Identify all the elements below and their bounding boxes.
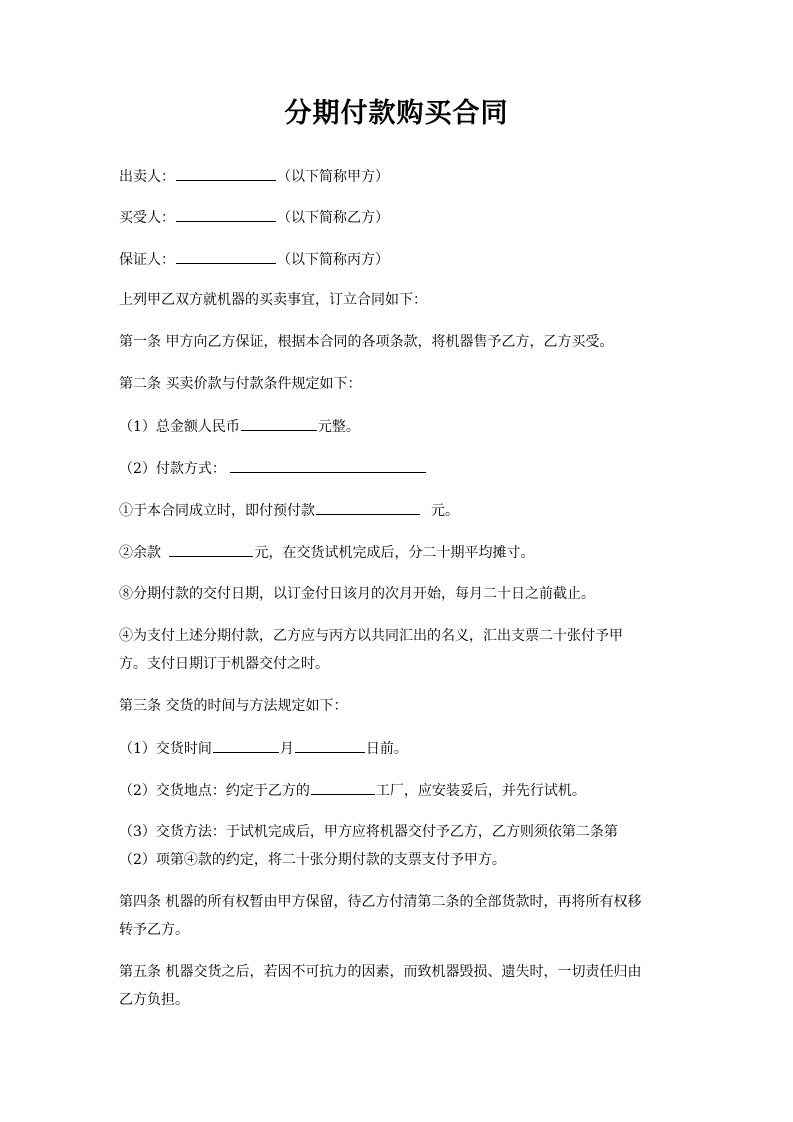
article-1: 第一条 甲方向乙方保证，根据本合同的各项条款，将机器售予乙方，乙方买受。	[119, 334, 614, 350]
article-2-sub-4	[119, 626, 679, 675]
document-title: 分期付款购买合同	[284, 98, 509, 129]
seller-blank	[176, 166, 276, 181]
article-3-item-3-line-1: （3）交货方法：于试机完成后，甲方应将机器交付予乙方，乙方则须依第二条第	[119, 824, 618, 840]
article-2-item-2-text: （2）付款方式：	[119, 461, 226, 477]
article-3-item-1-text: （1）交货时间	[119, 741, 212, 757]
guarantor-note: （以下简称丙方）	[277, 252, 389, 268]
article-2-sub-2-text: ②余款	[119, 545, 166, 561]
seller-line	[119, 166, 679, 188]
article-4	[119, 892, 679, 941]
buyer-line	[119, 207, 679, 229]
article-2-sub-1-suffix: 元。	[431, 503, 459, 519]
article-2-sub-4-line-1: ④为支付上述分期付款，乙方应与丙方以共同汇出的名义，汇出支票二十张付予甲	[119, 628, 623, 644]
total-amount-blank	[241, 416, 317, 431]
guarantor-blank	[176, 249, 276, 264]
guarantor-label: 保证人：	[119, 252, 175, 268]
article-3-item-2-text: （2）交货地点：约定于乙方的	[119, 783, 310, 799]
article-3-heading: 第三条 交货的时间与方法规定如下：	[119, 698, 348, 714]
delivery-place-blank	[311, 780, 375, 795]
article-2-sub-3: ⑧分期付款的交付日期，以订金付日该月的次月开始，每月二十日之前截止。	[119, 586, 595, 602]
seller-note: （以下简称甲方）	[277, 169, 389, 185]
article-2-item-2	[119, 458, 679, 480]
guarantor-line	[119, 249, 679, 271]
article-2-item-1-text: （1）总金额人民币	[119, 419, 240, 435]
seller-label: 出卖人：	[119, 169, 175, 185]
article-2-sub-2	[119, 542, 679, 564]
article-2-sub-1-text: ①于本合同成立时，即付预付款	[119, 503, 315, 519]
article-2-item-1-suffix: 元整。	[317, 419, 360, 435]
intro-paragraph: 上列甲乙双方就机器的买卖事宜，订立合同如下：	[119, 292, 427, 308]
article-2-sub-4-line-2: 方。支付日期订于机器交付之时。	[119, 656, 329, 672]
article-3-item-2-suffix: 工厂，应安装妥后，并先行试机。	[375, 783, 586, 799]
article-3-item-3	[119, 822, 679, 871]
delivery-day-blank	[295, 738, 365, 753]
article-3-item-1	[119, 738, 679, 760]
delivery-month-blank	[213, 738, 279, 753]
payment-method-blank	[230, 458, 426, 473]
buyer-blank	[176, 207, 276, 222]
balance-blank	[169, 542, 253, 557]
article-2-sub-2-suffix: 元，在交货试机完成后，分二十期平均摊寸。	[254, 545, 535, 561]
article-5-line-2: 乙方负担。	[119, 992, 189, 1008]
article-3-item-3-line-2: （2）项第④款的约定，将二十张分期付款的支票支付予甲方。	[119, 852, 506, 868]
article-4-line-2: 转予乙方。	[119, 922, 189, 938]
day-label: 日前。	[365, 741, 408, 757]
article-2-sub-1	[119, 500, 679, 522]
month-label: 月	[279, 741, 294, 757]
buyer-note: （以下简称乙方）	[277, 210, 389, 226]
article-4-line-1: 第四条 机器的所有权暂由甲方保留，待乙方付清第二条的全部货款时，再将所有权移	[119, 894, 642, 910]
article-5	[119, 962, 679, 1011]
article-2-heading: 第二条 买卖价款与付款条件规定如下：	[119, 376, 362, 392]
article-5-line-1: 第五条 机器交货之后，若因不可抗力的因素，而致机器毁损、遗失时，一切责任归由	[119, 964, 642, 980]
buyer-label: 买受人：	[119, 210, 175, 226]
article-3-item-2	[119, 780, 679, 802]
article-2-item-1	[119, 416, 679, 438]
prepayment-blank	[316, 500, 420, 515]
